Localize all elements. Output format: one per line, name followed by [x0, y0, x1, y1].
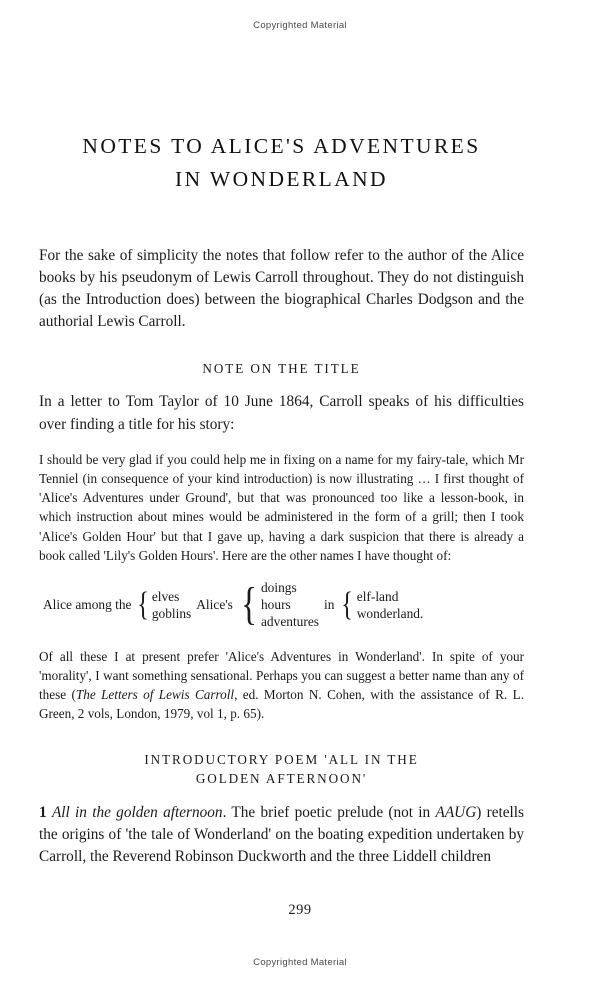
- brace-group-1-item-1: elves: [151, 588, 180, 604]
- page-content: [39, 130, 524, 882]
- note-entry-1: [39, 802, 524, 868]
- section-heading-note-on-title-text: NOTE ON THE TITLE: [202, 360, 361, 376]
- brace-group-1-item-2: goblins: [151, 605, 192, 621]
- intro-paragraph: For the sake of simplicity the notes that follow refer to the author of the Alice books by his pseudonym of Lewis Carroll throughout. They do not distinguish (as the Introduction does) between the biographical Charles Dodgson and the authorial Lewis Carroll.: [39, 246, 524, 330]
- note-text-part-1: . The brief poetic prelude (not in: [222, 804, 436, 822]
- citation-title: The Letters of Lewis Carroll: [75, 687, 235, 703]
- section-heading-introductory-poem-line-1: INTRODUCTORY POEM 'ALL IN THE: [144, 751, 419, 767]
- page-title: [39, 130, 524, 197]
- brace-figure-lead: Alice among the: [43, 597, 132, 613]
- brace-group-3-item-2: wonderland.: [356, 605, 424, 621]
- page-number: 299: [288, 902, 312, 918]
- brace-group-3: [339, 588, 423, 622]
- left-brace-icon: {: [240, 578, 257, 630]
- brace-figure: [43, 579, 524, 630]
- brace-group-2-item-2: hours: [260, 597, 291, 613]
- copyright-watermark-bottom: Copyrighted Material: [253, 957, 347, 968]
- section-heading-introductory-poem: [39, 750, 524, 790]
- note-text-part-2: ) retells the origins of 'the tale of Wonderland' on the boating expedition undertaken by Carroll, the Reverend Robinson Duckworth and the three Liddell children: [39, 804, 525, 866]
- section-heading-introductory-poem-line-2: GOLDEN AFTERNOON': [195, 771, 368, 787]
- brace-group-2-item-1: doings: [260, 580, 297, 596]
- brace-group-2-item-3: adventures: [260, 614, 319, 630]
- page-title-line-2: IN WONDERLAND: [175, 167, 388, 192]
- section-heading-note-on-title: [39, 359, 524, 379]
- brace-figure-connector: in: [324, 597, 335, 613]
- closing-prefix: Of all these I at present prefer 'Alice's Adventures in Wonderland'. In spite of your 'morality', I want something sensational. Perhaps you can suggest a better name than any of these (: [39, 648, 524, 703]
- brace-figure-middle-word: Alice's: [196, 597, 233, 613]
- copyright-watermark-top: Copyrighted Material: [253, 20, 347, 31]
- letter-quote: I should be very glad if you could help me in fixing on a name for my fairy-tale, which Mr Tenniel (in consequence of your kind introduction) is now illustrating … I first thought of 'Alice's Adventures under Ground', but that was pronounced too like a lesson-book, in which instruction about mines would be administered in the form of a grill; then I took 'Alice's Golden Hour' but that I gave up, having a dark suspicion that there is already a book called 'Lily's Golden Hours'. Here are the other names I have thought of:: [39, 451, 524, 563]
- note-lemma: All in the golden afternoon: [51, 804, 223, 822]
- left-brace-icon: {: [136, 586, 149, 624]
- note-abbrev: AAUG: [435, 804, 477, 822]
- note-number: 1: [39, 804, 47, 822]
- left-brace-icon: {: [341, 586, 354, 624]
- page-title-line-1: NOTES TO ALICE'S ADVENTURES: [82, 134, 481, 158]
- brace-group-1: [135, 588, 192, 622]
- closing-suffix: , ed. Morton N. Cohen, with the assistance of R. L. Green, 2 vols, London, 1979, vol 1, p. 65).: [39, 687, 524, 722]
- brace-group-3-item-1: elf-land: [356, 588, 399, 604]
- closing-paragraph: [39, 647, 524, 724]
- letter-lead-paragraph: In a letter to Tom Taylor of 10 June 1864, Carroll speaks of his difficulties over finding a title for his story:: [39, 393, 524, 433]
- brace-group-2: [238, 579, 319, 630]
